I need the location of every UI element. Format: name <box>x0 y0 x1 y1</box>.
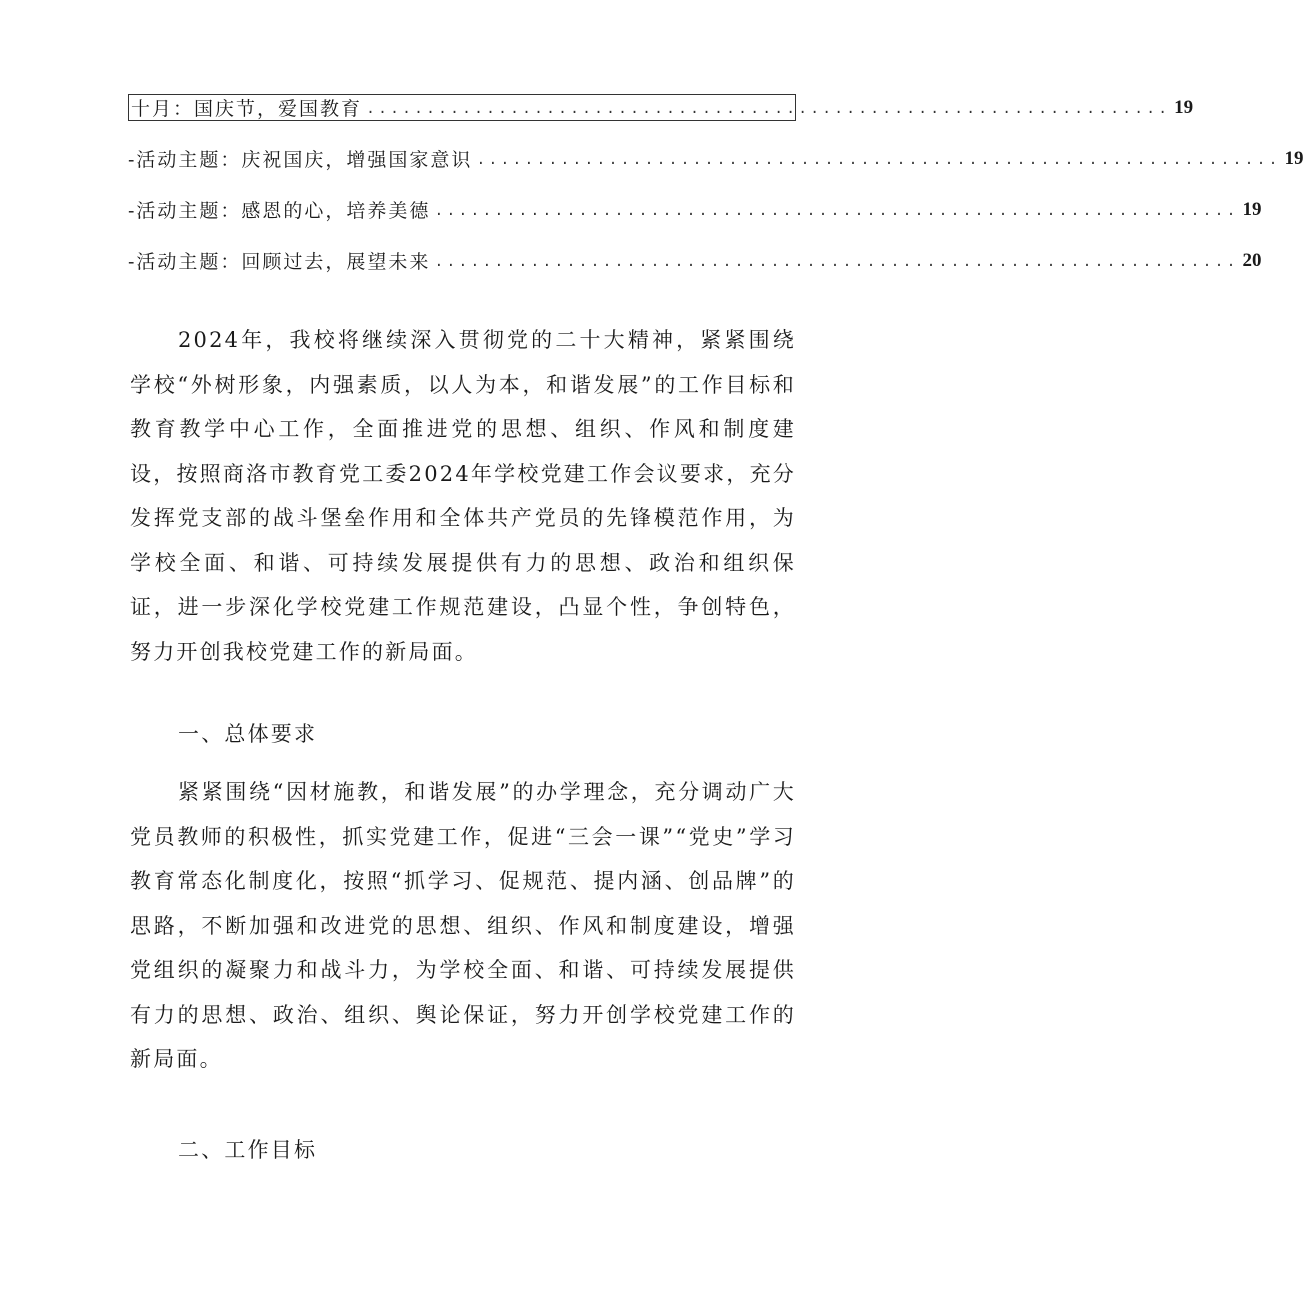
intro-paragraph: 2024年，我校将继续深入贯彻党的二十大精神，紧紧围绕学校“外树形象，内强素质，以人为本，和谐发展”的工作目标和教育教学中心工作，全面推进党的思想、组织、作风和制度建设，按照商洛市教育党工委2024年学校党建工作会议要求，充分发挥党支部的战斗堡垒作用和全体共产党员的先锋模范作用，为学校全面、和谐、可持续发展提供有力的思想、政治和组织保证，进一步深化学校党建工作规范建设，凸显个性，争创特色，努力开创我校党建工作的新局面。 <box>130 328 796 664</box>
toc-entry[interactable] <box>128 94 1194 121</box>
section-1-body <box>130 770 796 1082</box>
toc-entry-label: -活动主题：感恩的心，培养美德 <box>128 200 431 222</box>
toc-entry[interactable] <box>128 196 1262 223</box>
toc-entry[interactable] <box>128 145 1304 172</box>
toc-entry[interactable] <box>128 247 1262 274</box>
toc-entry-page: 20 <box>1242 249 1262 271</box>
toc-entry-page: 19 <box>1174 96 1194 118</box>
toc-leader-dots: ................................................................... <box>366 101 1171 118</box>
section-heading-2-wrap <box>130 1128 796 1173</box>
document-body <box>130 318 796 674</box>
toc-entry-label: -活动主题：庆祝国庆，增强国家意识 <box>128 149 473 171</box>
table-of-contents <box>128 94 1304 274</box>
toc-leader-dots: ................................................................... <box>476 152 1281 169</box>
section-heading: 一、总体要求 <box>178 722 318 746</box>
toc-entry-page: 19 <box>1284 147 1304 169</box>
toc-leader-dots: ................................................................... <box>434 254 1239 271</box>
toc-leader-dots: ................................................................... <box>434 203 1239 220</box>
toc-entry-page: 19 <box>1242 198 1262 220</box>
section-heading: 二、工作目标 <box>178 1138 318 1162</box>
toc-entry-label: -活动主题：回顾过去，展望未来 <box>128 251 431 273</box>
body-paragraph: 紧紧围绕“因材施教，和谐发展”的办学理念，充分调动广大党员教师的积极性，抓实党建工作，促进“三会一课”“党史”学习教育常态化制度化，按照“抓学习、促规范、提内涵、创品牌”的思路，不断加强和改进党的思想、组织、作风和制度建设，增强党组织的凝聚力和战斗力，为学校全面、和谐、可持续发展提供有力的思想、政治、组织、舆论保证，努力开创学校党建工作的新局面。 <box>130 780 796 1071</box>
toc-entry-label: 十月：国庆节，爱国教育 <box>131 98 363 120</box>
section-heading-1-wrap <box>130 712 796 757</box>
